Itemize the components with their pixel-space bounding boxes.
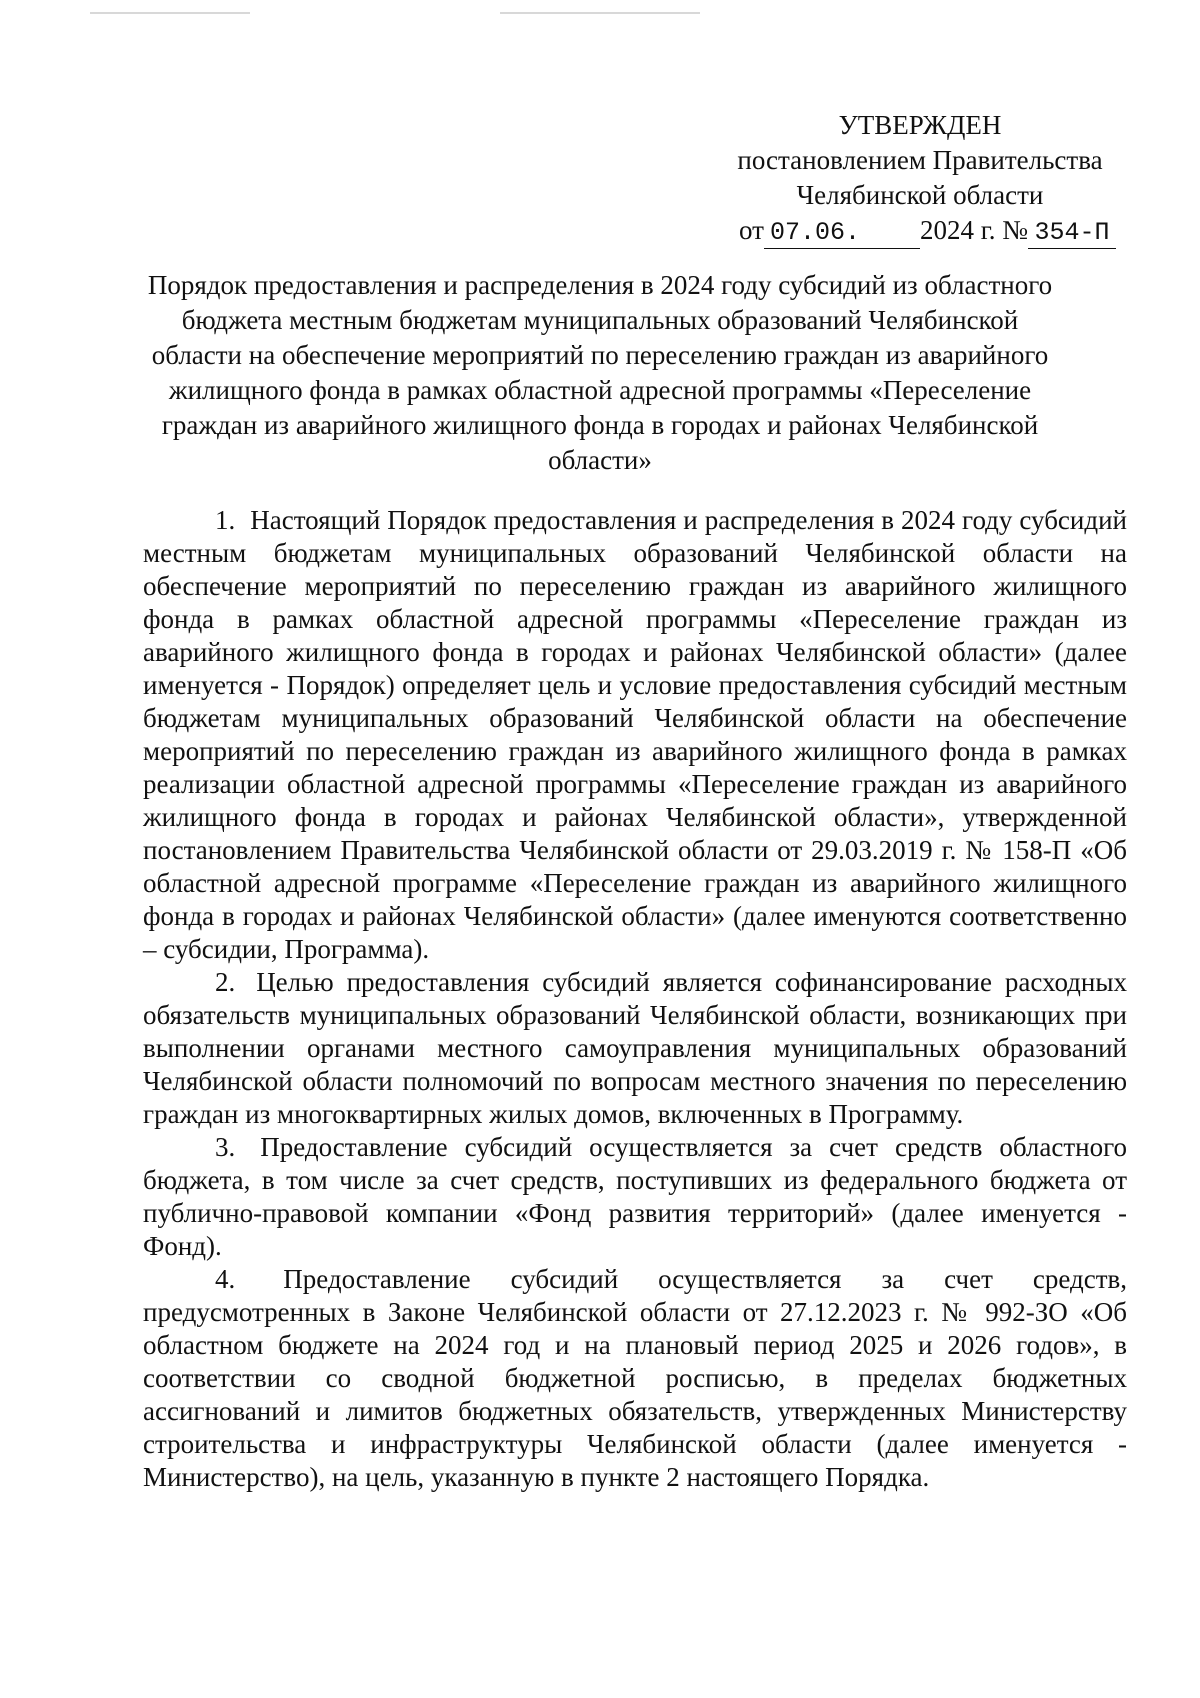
scan-artifact — [500, 12, 700, 14]
paragraph-text: Целью предоставления субсидий является софинансирование расходных обязательств муниципальных образований Челябинской области, возникающих при выполнении органами местного самоуправления муниципальных образований Челябинской области полномочий по вопросам местного значения по переселению граждан из многоквартирных жилых домов, включенных в Программу. — [143, 967, 1127, 1129]
document-number: 354-П — [1028, 218, 1116, 249]
paragraph-number: 3. — [215, 1132, 236, 1162]
approval-date-line — [720, 213, 1120, 249]
title-line: бюджета местным бюджетам муниципальных образований Челябинской — [181, 305, 1019, 335]
approval-line-1: постановлением Правительства — [737, 145, 1103, 175]
title-line: области на обеспечение мероприятий по переселению граждан из аварийного — [151, 340, 1049, 370]
paragraph-text: Предоставление субсидий осуществляется за счет средств областного бюджета, в том числе за счет средств, поступивших из федерального бюджета от публично-правовой компании «Фонд развития территорий» (далее именуется - Фонд). — [143, 1132, 1127, 1261]
paragraph-3 — [143, 1131, 1127, 1263]
paragraph-number: 4. — [215, 1264, 236, 1294]
paragraph-1 — [143, 504, 1127, 966]
approval-heading: УТВЕРЖДЕН — [838, 110, 1002, 140]
paragraph-2 — [143, 966, 1127, 1131]
paragraph-4 — [143, 1263, 1127, 1494]
title-line: жилищного фонда в рамках областной адресной программы «Переселение — [168, 375, 1032, 405]
title-line: граждан из аварийного жилищного фонда в городах и районах Челябинской — [161, 410, 1039, 440]
document-body — [143, 504, 1127, 1494]
scan-artifact — [90, 12, 250, 14]
date-value: 07.06. — [764, 218, 920, 249]
paragraph-number: 2. — [215, 967, 236, 997]
paragraph-text: Предоставление субсидий осуществляется за счет средств, предусмотренных в Законе Челябинской области от 27.12.2023 г. № 992-ЗО «Об областном бюджете на 2024 год и на плановый период 2025 и 2026 годов», в соответствии со сводной бюджетной росписью, в пределах бюджетных ассигнований и лимитов бюджетных обязательств, утвержденных Министерству строительства и инфраструктуры Челябинской области (далее именуется - Министерство), на цель, указанную в пункте 2 настоящего Порядка. — [143, 1264, 1127, 1492]
paragraph-number: 1. — [215, 505, 236, 535]
title-line: Порядок предоставления и распределения в 2024 году субсидий из областного — [147, 270, 1053, 300]
approval-line-2: Челябинской области — [796, 180, 1044, 210]
title-line: области» — [548, 445, 652, 475]
approval-stamp — [720, 108, 1120, 249]
date-prefix: от — [739, 215, 764, 245]
date-year: 2024 г. № — [919, 215, 1028, 245]
document-title — [140, 268, 1060, 478]
paragraph-text: Настоящий Порядок предоставления и распределения в 2024 году субсидий местным бюджетам муниципальных образований Челябинской области на обеспечение мероприятий по переселению граждан из аварийного жилищного фонда в рамках областной адресной программы «Переселение граждан из аварийного жилищного фонда в городах и районах Челябинской области» (далее именуется - Порядок) определяет цель и условие предоставления субсидий местным бюджетам муниципальных образований Челябинской области на обеспечение мероприятий по переселению граждан из аварийного жилищного фонда в рамках реализации областной адресной программы «Переселение граждан из аварийного жилищного фонда в городах и районах Челябинской области», утвержденной постановлением Правительства Челябинской области от 29.03.2019 г. № 158-П «Об областной адресной программе «Переселение граждан из аварийного жилищного фонда в городах и районах Челябинской области» (далее именуются соответственно – субсидии, Программа). — [143, 505, 1127, 964]
